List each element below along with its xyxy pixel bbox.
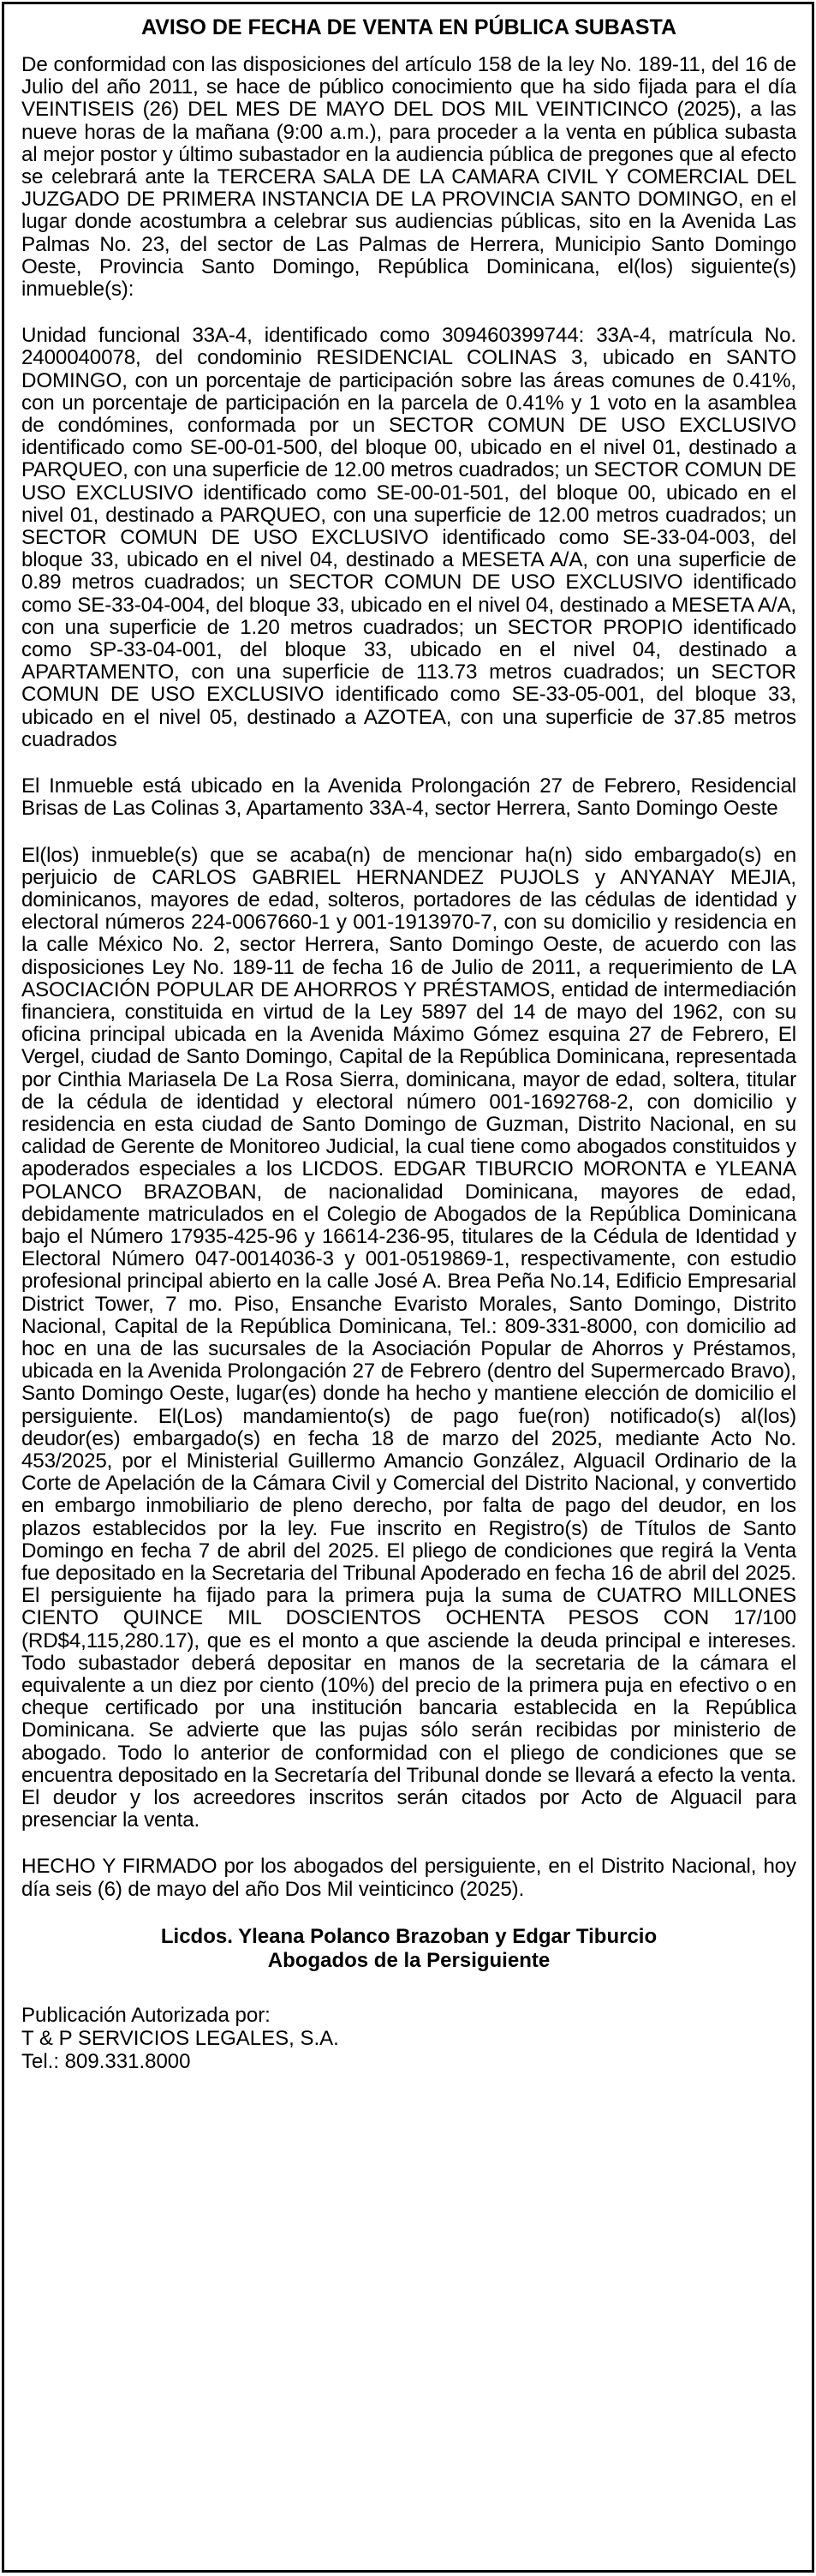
notice-title: AVISO DE FECHA DE VENTA EN PÚBLICA SUBASTA <box>140 15 677 39</box>
publication-company: T & P SERVICIOS LEGALES, S.A. <box>21 2026 339 2050</box>
paragraph-seizure-details: El(los) inmueble(s) que se acaba(n) de mencionar ha(n) sido embargado(s) en perjuicio de CARLOS GABRIEL HERNANDEZ PUJOLS y ANYANAY MEJIA, dominicanos, mayores de edad, solteros, portadores de las cédulas de identidad y electoral números 224-0067660-1 y 001-1913970-7, con su domicilio y residencia en la calle México No. 2, sector Herrera, Santo Domingo Oeste, de acuerdo con las disposiciones Ley No. 189-11 de fecha 16 de Julio de 2011, a requerimiento de LA ASOCIACIÓN POPULAR DE AHORROS Y PRÉSTAMOS, entidad de intermediación financiera, constituida en virtud de la Ley 5897 del 14 de mayo del 1962, con su oficina principal ubicada en la Avenida Máximo Gómez esquina 27 de Febrero, El Vergel, ciudad de Santo Domingo, Capital de la República Dominicana, representada por Cinthia Mariasela De La Rosa Sierra, dominicana, mayor de edad, soltera, titular de la cédula de identidad y electoral número 001-1692768-2, con domicilio y residencia en esta ciudad de Santo Domingo de Guzman, Distrito Nacional, en su calidad de Gerente de Monitoreo Judicial, la cual tiene como abogados constituidos y apoderados especiales a los LICDOS. EDGAR TIBURCIO MORONTA e YLEANA POLANCO BRAZOBAN, de nacionalidad Dominicana, mayores de edad, debidamente matriculados en el Colegio de Abogados de la República Dominicana bajo el Número 17935-425-96 y 16614-236-95, titulares de la Cédula de Identidad y Electoral Número 047-0014036-3 y 001-0519869-1, respectivamente, con estudio profesional principal abierto en la calle José A. Brea Peña No.14, Edificio Empresarial District Tower, 7 mo. Piso, Ensanche Evaristo Morales, Santo Domingo, Distrito Nacional, Capital de la República Dominicana, Tel.: 809-331-8000, con domicilio ad hoc en una de las sucursales de la Asociación Popular de Ahorros y Préstamos, ubicada en la Avenida Prolongación 27 de Febrero (dentro del Supermercado Bravo), Santo Domingo Oeste, lugar(es) donde ha hecho y mantiene elección de domicilio el persiguiente. El(Los) mandamiento(s) de pago fue(ron) notificado(s) al(los) deudor(es) embargado(s) en fecha 18 de marzo del 2025, mediante Acto No. 453/2025, por el Ministerial Guillermo Amancio González, Alguacil Ordinario de la Corte de Apelación de la Cámara Civil y Comercial del Distrito Nacional, y convertido en embargo inmobiliario de pleno derecho, por falta de pago del deudor, en los plazos establecidos por la ley. Fue inscrito en Registro(s) de Títulos de Santo Domingo en fecha 7 de abril del 2025. El pliego de condiciones que regirá la Venta fue depositado en la Secretaria del Tribunal Apoderado en fecha 16 de abril del 2025. El persiguiente ha fijado para la primera puja la suma de CUATRO MILLONES CIENTO QUINCE MIL DOSCIENTOS OCHENTA PESOS CON 17/100 (RD$4,115,280.17), que es el monto a que asciende la deuda principal e intereses. Todo subastador deberá depositar en manos de la secretaria de la cámara el equivalente a un diez por ciento (10%) del precio de la primera puja en efectivo o en cheque certificado por una institución bancaria establecida en la República Dominicana. Se advierte que las pujas sólo serán recibidas por ministerio de abogado. Todo lo anterior de conformidad con el pliego de condiciones que se encuentra depositado en la Secretaría del Tribunal donde se llevará a efecto la venta. El deudor y los acreedores inscritos serán citados por Acto de Alguacil para presenciar la venta. <box>21 843 796 1832</box>
paragraph-auction-date: De conformidad con las disposiciones del artículo 158 de la ley No. 189-11, del 16 de Julio del año 2011, se hace de público conocimiento que ha sido fijada para el día VEINTISEIS (26) DEL MES DE MAYO DEL DOS MIL VEINTICINCO (2025), a las nueve horas de la mañana (9:00 a.m.), para proceder a la venta en pública subasta al mejor postor y último subastador en la audiencia pública de pregones que al efecto se celebrará ante la TERCERA SALA DE LA CAMARA CIVIL Y COMERCIAL DEL JUZGADO DE PRIMERA INSTANCIA DE LA PROVINCIA SANTO DOMINGO, en el lugar donde acostumbra a celebrar sus audiencias públicas, sito en la Avenida Las Palmas No. 23, del sector de Las Palmas de Herrera, Municipio Santo Domingo Oeste, Provincia Santo Domingo, República Dominicana, el(los) siguiente(s) inmueble(s): <box>21 53 796 302</box>
signature-block <box>21 1925 796 1973</box>
publication-block <box>21 2004 796 2073</box>
legal-notice <box>2 2 814 2573</box>
publication-label: Publicación Autorizada por: <box>21 2003 271 2027</box>
signature-lawyers: Licdos. Yleana Polanco Brazoban y Edgar Tiburcio <box>160 1924 658 1948</box>
paragraph-signed-statement: HECHO Y FIRMADO por los abogados del persiguiente, en el Distrito Nacional, hoy día seis (6) de mayo del año Dos Mil veinticinco (2025). <box>21 1855 796 1901</box>
paragraph-property-location: El Inmueble está ubicado en la Avenida Prolongación 27 de Febrero, Residencial Brisas de Las Colinas 3, Apartamento 33A-4, sector Herrera, Santo Domingo Oeste <box>21 774 796 821</box>
signature-role: Abogados de la Persiguiente <box>267 1948 551 1972</box>
paragraph-property-description: Unidad funcional 33A-4, identificado como 309460399744: 33A-4, matrícula No. 2400040078, del condominio RESIDENCIAL COLINAS 3, ubicado en SANTO DOMINGO, con un porcentaje de participación sobre las áreas comunes de 0.41%, con un porcentaje de participación en la parcela de 0.41% y 1 voto en la asamblea de condómines, conformada por un SECTOR COMUN DE USO EXCLUSIVO identificado como SE-00-01-500, del bloque 00, ubicado en el nivel 01, destinado a PARQUEO, con una superficie de 12.00 metros cuadrados; un SECTOR COMUN DE USO EXCLUSIVO identificado como SE-00-01-501, del bloque 00, ubicado en el nivel 01, destinado a PARQUEO, con una superficie de 12.00 metros cuadrados; un SECTOR COMUN DE USO EXCLUSIVO identificado como SE-33-04-003, del bloque 33, ubicado en el nivel 04, destinado a MESETA A/A, con una superficie de 0.89 metros cuadrados; un SECTOR COMUN DE USO EXCLUSIVO identificado como SE-33-04-004, del bloque 33, ubicado en el nivel 04, destinado a MESETA A/A, con una superficie de 1.20 metros cuadrados; un SECTOR PROPIO identificado como SP-33-04-001, del bloque 33, ubicado en el nivel 04, destinado a APARTAMENTO, con una superficie de 113.73 metros cuadrados; un SECTOR COMUN DE USO EXCLUSIVO identificado como SE-33-05-001, del bloque 33, ubicado en el nivel 05, destinado a AZOTEA, con una superficie de 37.85 metros cuadrados <box>21 324 796 751</box>
publication-phone: Tel.: 809.331.8000 <box>21 2049 191 2073</box>
